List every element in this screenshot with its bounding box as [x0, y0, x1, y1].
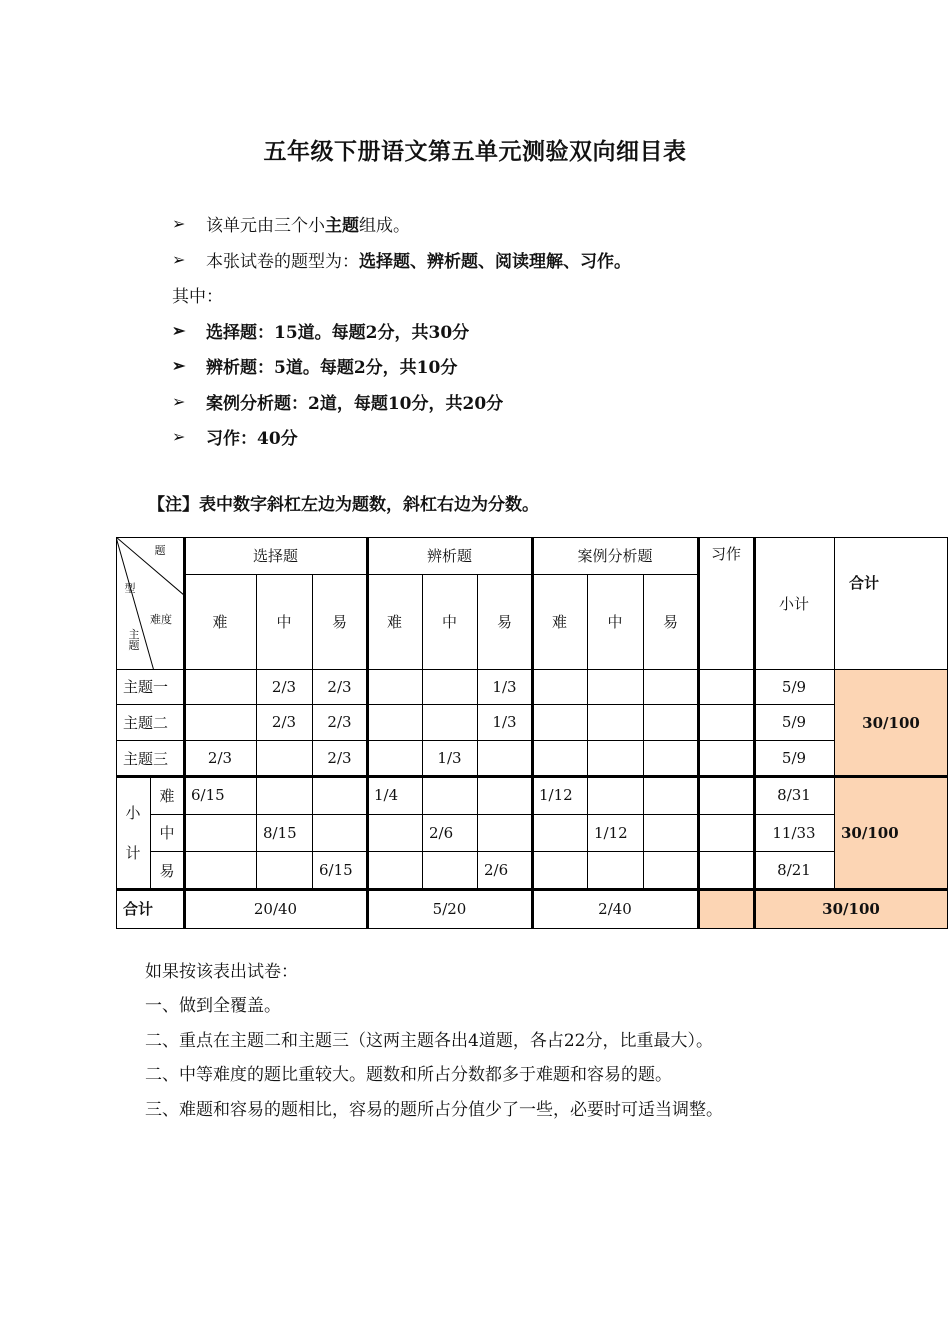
table-cell: 1/3 — [437, 749, 462, 767]
table-cell — [184, 669, 256, 704]
table-cell — [643, 851, 698, 889]
table-cell — [477, 814, 532, 851]
intro-list — [172, 206, 631, 455]
table-rule — [366, 537, 369, 928]
bullet-line — [172, 348, 631, 384]
table-cell — [698, 814, 754, 851]
difficulty-header: 中 — [441, 613, 457, 631]
subtotal-cell: 11/33 — [772, 823, 816, 842]
subtotal-side-label: 小 — [125, 804, 141, 822]
bullet-text: 该单元由三个小 — [206, 216, 325, 237]
table-cell — [256, 851, 312, 889]
conclusion-line: 二、中等难度的题比重较大。题数和所占分数都多于难题和容易的题。 — [145, 1065, 672, 1086]
theme-total-cell: 30/100 — [862, 713, 920, 732]
table-cell — [643, 814, 698, 851]
bullet-text: 本张试卷的题型为： — [206, 251, 359, 272]
table-cell: 2/3 — [327, 713, 352, 731]
table-cell — [698, 776, 754, 814]
conclusion-line: 三、难题和容易的题相比，容易的题所占分值少了一些，必要时可适当调整。 — [145, 1099, 723, 1120]
table-rule — [116, 704, 834, 705]
bullet-text: 选择题、辨析题、阅读理解、习作。 — [359, 251, 631, 272]
table-cell: 6/15 — [319, 861, 353, 879]
table-cell: 1/12 — [594, 823, 628, 842]
table-rule — [531, 537, 534, 928]
bullet-arrow-icon: ➢ — [172, 320, 186, 340]
table-cell — [184, 814, 256, 851]
bullet-text: 其中： — [172, 287, 223, 308]
table-cell — [698, 669, 754, 704]
table-rule — [150, 851, 834, 852]
bullet-arrow-icon: ➢ — [172, 214, 186, 234]
difficulty-header: 中 — [607, 613, 623, 631]
bullet-line — [172, 419, 631, 455]
table-cell: 1/4 — [374, 786, 399, 804]
table-rule — [116, 928, 948, 929]
bullet-text: 主题 — [325, 216, 359, 237]
table-cell — [422, 704, 477, 740]
subtotal-side-label: 计 — [125, 844, 141, 862]
corner-label-zhu: 主 — [128, 628, 140, 641]
group-header: 辨析题 — [426, 547, 472, 565]
table-rule — [116, 740, 834, 741]
table-cell — [643, 704, 698, 740]
bullet-text: 组成。 — [359, 216, 410, 237]
table-cell — [367, 851, 422, 889]
corner-label-ti: 题 — [154, 543, 166, 557]
bullet-arrow-icon: ➢ — [172, 391, 186, 411]
bullet-text: 习作：40分 — [206, 429, 298, 450]
bullet-line — [172, 384, 631, 420]
table-cell — [587, 669, 643, 704]
table-cell — [532, 814, 587, 851]
page-title: 五年级下册语文第五单元测验双向细目表 — [263, 138, 687, 165]
group-header: 选择题 — [252, 547, 298, 565]
difficulty-header: 易 — [662, 613, 678, 631]
table-cell — [587, 851, 643, 889]
table-cell — [587, 776, 643, 814]
row-label: 易 — [159, 861, 175, 880]
difficulty-header: 难 — [551, 613, 567, 631]
table-cell — [532, 704, 587, 740]
table-cell — [256, 776, 312, 814]
table-cell: 2/3 — [327, 677, 352, 696]
bullet-line — [172, 242, 631, 278]
table-cell — [643, 669, 698, 704]
table-cell — [532, 740, 587, 776]
sum-cell: 20/40 — [253, 899, 298, 918]
subtotal-cell: 5/9 — [781, 713, 807, 731]
table-cell: 2/6 — [484, 861, 509, 879]
specification-table — [116, 537, 948, 928]
table-rule — [183, 537, 186, 928]
table-cell — [698, 851, 754, 889]
table-cell: 1/3 — [492, 677, 517, 696]
level-total-cell: 30/100 — [841, 823, 899, 842]
table-cell — [698, 704, 754, 740]
group-header: 习作 — [710, 545, 741, 563]
corner-label-ti2: 题 — [128, 639, 140, 652]
table-rule — [947, 537, 948, 928]
subtotal-header: 小计 — [778, 594, 809, 613]
table-rule — [150, 776, 151, 889]
table-cell: 2/6 — [429, 823, 454, 842]
table-cell: 1/3 — [492, 713, 517, 731]
grand-total-cell: 30/100 — [822, 899, 880, 918]
highlight-fill — [700, 889, 754, 928]
difficulty-header: 难 — [386, 613, 402, 631]
conclusion-line: 一、做到全覆盖。 — [145, 996, 281, 1017]
table-cell: 6/15 — [191, 786, 225, 804]
table-rule — [256, 574, 257, 889]
bullet-text: 选择题：15道。每题2分，共30分 — [206, 322, 470, 343]
table-rule — [834, 537, 835, 889]
bullet-arrow-icon: ➢ — [172, 356, 186, 376]
table-cell: 2/3 — [207, 749, 233, 767]
table-cell: 2/3 — [271, 677, 297, 696]
table-cell — [367, 814, 422, 851]
difficulty-header: 中 — [276, 613, 292, 631]
table-rule — [587, 574, 588, 889]
table-cell — [367, 669, 422, 704]
table-cell — [184, 704, 256, 740]
table-cell: 1/12 — [539, 786, 573, 804]
table-cell — [587, 740, 643, 776]
row-label: 主题一 — [123, 678, 169, 696]
table-rule — [312, 574, 313, 889]
table-rule — [116, 537, 117, 928]
bullet-text: 案例分析题：2道，每题10分，共20分 — [206, 393, 504, 414]
table-cell — [367, 704, 422, 740]
table-rule — [697, 537, 700, 928]
bullet-text: 辨析题：5道。每题2分，共10分 — [206, 358, 458, 379]
table-cell — [422, 851, 477, 889]
bullet-arrow-icon: ➢ — [172, 427, 186, 447]
corner-label-xing: 型 — [124, 582, 136, 595]
row-label: 中 — [159, 824, 175, 842]
table-cell — [256, 740, 312, 776]
table-cell — [184, 851, 256, 889]
table-rule — [150, 814, 834, 815]
table-rule — [422, 574, 423, 889]
bullet-line — [172, 277, 631, 313]
bullet-line — [172, 206, 631, 242]
table-rule — [643, 574, 644, 889]
table-cell — [477, 740, 532, 776]
conclusion-line: 如果按该表出试卷： — [145, 961, 298, 982]
corner-label-nandu: 难度 — [150, 613, 172, 626]
table-note: 【注】表中数字斜杠左边为题数，斜杠右边为分数。 — [148, 495, 539, 515]
table-cell — [698, 740, 754, 776]
table-rule — [477, 574, 478, 889]
table-cell: 2/3 — [327, 749, 352, 767]
table-cell — [312, 814, 367, 851]
table-cell — [532, 851, 587, 889]
table-rule — [753, 537, 756, 928]
bullet-arrow-icon: ➢ — [172, 249, 186, 269]
difficulty-header: 难 — [212, 613, 228, 631]
subtotal-cell: 8/21 — [777, 861, 811, 879]
table-cell — [422, 776, 477, 814]
conclusion-paragraphs — [145, 952, 723, 1125]
sum-cell: 5/20 — [432, 899, 467, 918]
table-cell: 8/15 — [263, 823, 297, 842]
table-rule — [184, 574, 698, 575]
sum-cell: 2/40 — [598, 899, 632, 918]
subtotal-cell: 5/9 — [781, 749, 807, 767]
table-cell — [422, 669, 477, 704]
group-header: 案例分析题 — [577, 547, 653, 565]
table-cell — [532, 669, 587, 704]
conclusion-line: 二、重点在主题二和主题三（这两主题各出4道题，各占22分，比重最大）。 — [145, 1030, 713, 1051]
row-label: 主题二 — [123, 713, 169, 732]
subtotal-cell: 8/31 — [777, 786, 811, 804]
table-cell — [477, 776, 532, 814]
sum-row-label: 合计 — [123, 900, 154, 918]
bullet-line — [172, 313, 631, 349]
row-label: 难 — [159, 786, 175, 805]
difficulty-header: 易 — [496, 613, 512, 631]
table-cell — [587, 704, 643, 740]
table-cell — [643, 776, 698, 814]
total-header: 合计 — [849, 573, 880, 592]
table-cell — [643, 740, 698, 776]
row-label: 主题三 — [123, 749, 169, 768]
table-cell — [367, 740, 422, 776]
difficulty-header: 易 — [331, 613, 347, 631]
table-cell — [312, 776, 367, 814]
table-cell: 2/3 — [271, 713, 297, 731]
subtotal-cell: 5/9 — [781, 677, 807, 696]
